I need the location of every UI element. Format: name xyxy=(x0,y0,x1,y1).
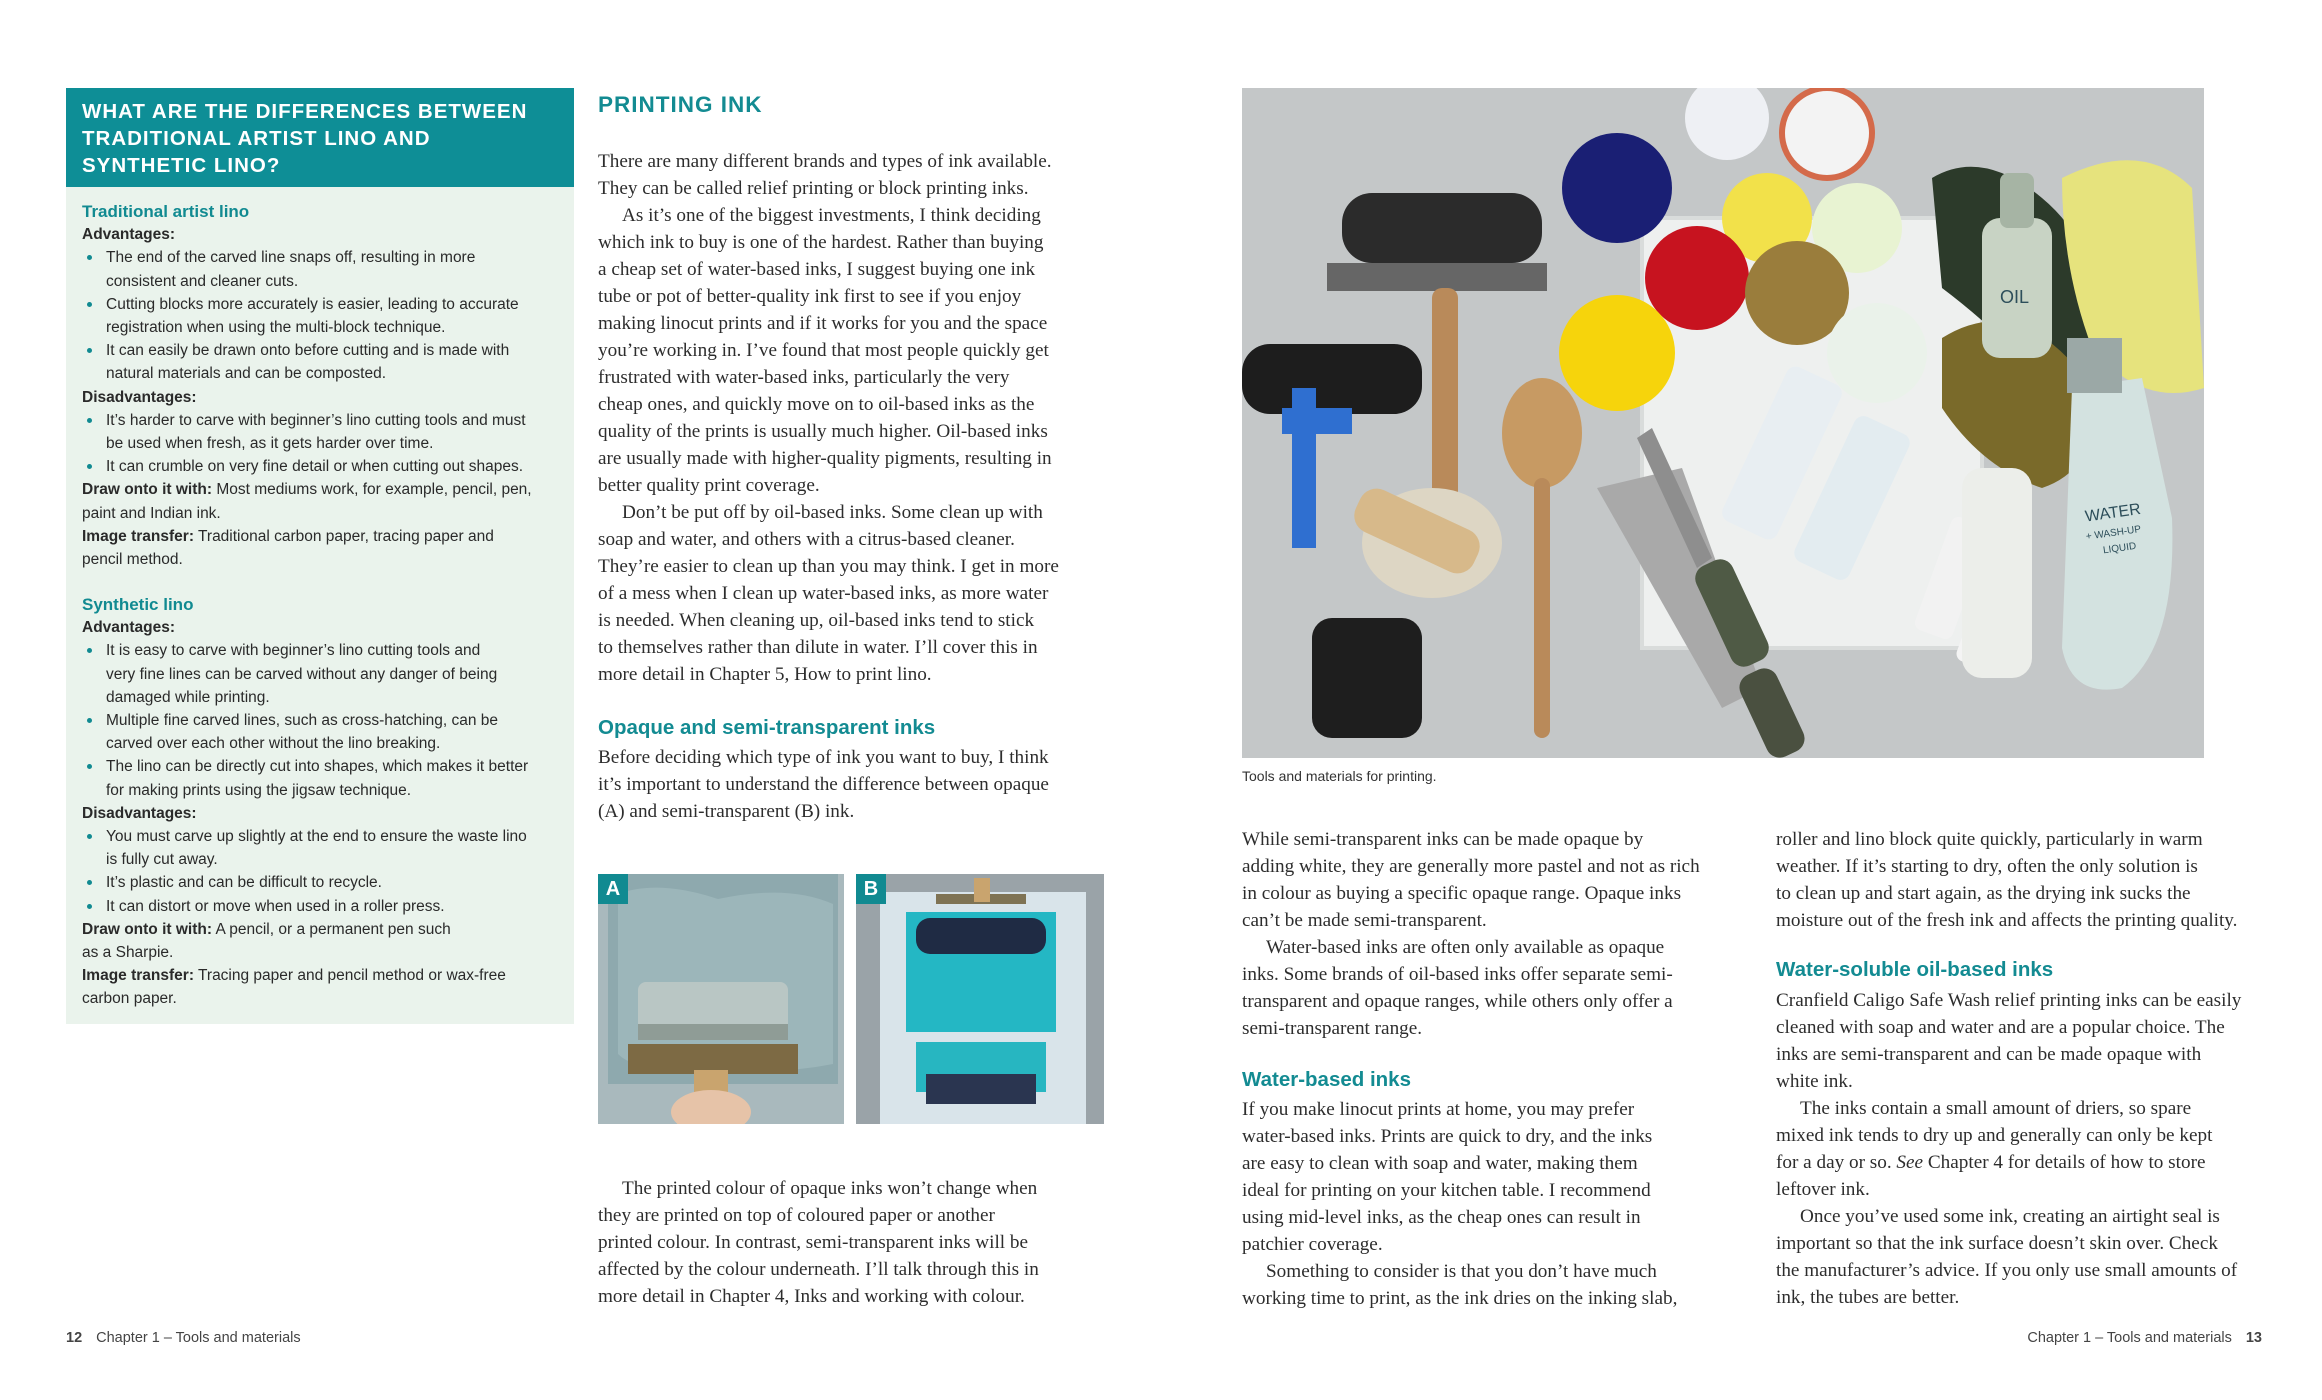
sidebar-title-line: TRADITIONAL ARTIST LINO AND xyxy=(82,127,431,150)
traditional-disadvantages xyxy=(82,409,566,479)
traditional-transfer: Image transfer: Traditional carbon paper, tracing paper and xyxy=(82,527,494,545)
paragraph: As it’s one of the biggest investments, I think deciding xyxy=(622,205,1041,226)
synthetic-disadvantages xyxy=(82,825,566,918)
sidebar-title xyxy=(66,88,574,187)
subheading-water-based: Water-based inks xyxy=(1242,1068,1411,1091)
photo-tools-illustration xyxy=(1242,88,2204,758)
synthetic-advantages xyxy=(82,639,566,801)
col2-text-bottom: The printed colour of opaque inks won’t change when they are printed on top of coloured paper or another printed colour. In contrast, semi-transparent inks will be affected by the colour underneath. I’ll talk through this in more detail in Chapter 4, Inks and working with colour. xyxy=(598,1178,1039,1307)
subheading-opaque: Opaque and semi-transparent inks xyxy=(598,716,936,739)
col2-text-opaque: Before deciding which type of ink you want to buy, I think it’s important to understand the difference between opaque (A) and semi-transparent (B) ink. xyxy=(598,747,1049,822)
list-item: It’s plastic and can be difficult to recycle. xyxy=(82,871,566,894)
running-footer-left: Chapter 1 – Tools and materials xyxy=(96,1330,301,1346)
photo-caption: Tools and materials for printing. xyxy=(1242,768,1437,784)
photo-water-label-1: WATER xyxy=(2084,500,2142,526)
synthetic-dis-label: Disadvantages: xyxy=(82,804,197,822)
traditional-adv-label: Advantages: xyxy=(82,226,176,244)
col4-text-top: roller and lino block quite quickly, particularly in warm weather. If it’s starting to dry, often the only solution is to clean up and start again, as the drying ink sucks the moisture out of the fresh ink and affects the printing quality. xyxy=(1776,829,2238,931)
footer-right xyxy=(2027,1330,2262,1346)
paragraph-cont: soap and water, and others with a citrus-based cleaner. They’re easier to clean up than you may think. I get in more of a mess when I clean up water-based inks, as more water is needed. When cleaning up, oil-based inks tend to stick to themselves rather than dilute in water. I’ll cover this in more detail in Chapter 5, How to print lino. xyxy=(598,529,1059,685)
photo-semi-transparent-ink-illustration xyxy=(856,874,1104,1124)
photo-label-a: A xyxy=(598,874,628,904)
sidebar-traditional xyxy=(82,200,566,571)
running-footer-right: Chapter 1 – Tools and materials xyxy=(2027,1330,2232,1346)
see-line: for a day or so. See Chapter 4 for details of how to store xyxy=(1776,1152,2206,1173)
photo-tools-and-materials xyxy=(1242,88,2204,758)
synthetic-transfer-cont: carbon paper. xyxy=(82,990,177,1008)
synthetic-adv-label: Advantages: xyxy=(82,619,176,637)
photo-water-label-3: LIQUID xyxy=(2102,540,2137,557)
photo-semi-transparent-ink xyxy=(856,874,1104,1124)
traditional-draw-cont: paint and Indian ink. xyxy=(82,504,221,522)
sidebar-title-line: SYNTHETIC LINO? xyxy=(82,154,281,177)
col4-text-bottom: Cranfield Caligo Safe Wash relief printing inks can be easily cleaned with soap and water and are a popular choice. The inks are semi-transparent and can be made opaque with white ink. The inks contain a small amount of driers, so spare mixed ink tends to dry up and generally can only be kept for a day or so. See Chapter 4 for details of how to store leftover ink. Once you’ve used some ink, creating an airtight seal is important so that the ink surface doesn’t skin over. Check the manufacturer’s advice. If you only use small amounts of ink, the tubes are better. xyxy=(1776,987,2316,1311)
page-number-left: 12 xyxy=(66,1330,83,1346)
paragraph: Don’t be put off by oil-based inks. Some clean up with xyxy=(622,502,1043,523)
col3-text-top: While semi-transparent inks can be made opaque by adding white, they are generally more pastel and not as rich in colour as buying a specific opaque range. Opaque inks can’t be made semi-transparent. Water-based inks are often only available as opaque inks. Some brands of oil-based inks offer separate semi- transparent and opaque ranges, while others only offer a semi-transparent range. xyxy=(1242,829,1700,1039)
page-number-right: 13 xyxy=(2245,1330,2262,1346)
list-item: It’s harder to carve with beginner’s lino cutting tools and must be used when fresh, as it gets harder over time. xyxy=(82,409,566,455)
synthetic-transfer: Image transfer: Tracing paper and pencil method or wax-free xyxy=(82,967,506,985)
sidebar-title-line: WHAT ARE THE DIFFERENCES BETWEEN xyxy=(82,100,528,123)
footer-left xyxy=(66,1330,301,1346)
synthetic-draw: Draw onto it with: A pencil, or a permanent pen such xyxy=(82,920,451,938)
list-item: It can distort or move when used in a roller press. xyxy=(82,895,566,918)
subheading-water-soluble: Water-soluble oil-based inks xyxy=(1776,958,2054,981)
sidebar-synthetic xyxy=(82,593,566,1011)
paragraph: There are many different brands and types of ink available. They can be called relief printing or block printing inks. xyxy=(598,151,1052,199)
traditional-transfer-cont: pencil method. xyxy=(82,551,183,569)
synthetic-draw-cont: as a Sharpie. xyxy=(82,944,174,962)
photo-label-b: B xyxy=(856,874,886,904)
sidebar-box xyxy=(66,88,574,1024)
list-item: Multiple fine carved lines, such as cross-hatching, can be carved over each other without the lino breaking. xyxy=(82,709,566,755)
list-item: It can easily be drawn onto before cutting and is made with natural materials and can be composted. xyxy=(82,339,566,385)
traditional-draw: Draw onto it with: Most mediums work, for example, pencil, pen, xyxy=(82,481,532,499)
list-item: It is easy to carve with beginner’s lino cutting tools and very fine lines can be carved without any danger of being damaged while printing. xyxy=(82,639,566,709)
photo-oil-label: OIL xyxy=(2000,287,2030,307)
synthetic-heading: Synthetic lino xyxy=(82,595,194,614)
col2-text-top xyxy=(598,148,1118,688)
photo-opaque-ink xyxy=(598,874,844,1124)
traditional-heading: Traditional artist lino xyxy=(82,202,250,221)
traditional-dis-label: Disadvantages: xyxy=(82,388,197,406)
photo-opaque-ink-illustration xyxy=(598,874,844,1124)
section-heading: PRINTING INK xyxy=(598,92,763,117)
list-item: Cutting blocks more accurately is easier, leading to accurate registration when using the multi-block technique. xyxy=(82,293,566,339)
paragraph-cont: which ink to buy is one of the hardest. Rather than buying a cheap set of water-based inks, I suggest buying one ink tube or pot of better-quality ink first to see if you enjoy making linocut prints and if it works for you and the space you’re working in. I’ve found that most people quickly get frustrated with water-based inks, particularly the very cheap ones, and quickly move on to oil-based inks as the quality of the prints is usually much higher. Oil-based inks are usually made with higher-quality pigments, resulting in better quality print coverage. xyxy=(598,232,1052,496)
list-item: You must carve up slightly at the end to ensure the waste lino is fully cut away. xyxy=(82,825,566,871)
list-item: It can crumble on very fine detail or when cutting out shapes. xyxy=(82,455,566,478)
col3-text-water: If you make linocut prints at home, you may prefer water-based inks. Prints are quick to dry, and the inks are easy to clean with soap and water, making them ideal for printing on your kitchen table. I recommend using mid-level inks, as the cheap ones can result in patchier coverage. Something to consider is that you don’t have much working time to print, as the ink dries on the inking slab, xyxy=(1242,1099,1678,1309)
list-item: The lino can be directly cut into shapes, which makes it better for making prints using the jigsaw technique. xyxy=(82,755,566,801)
photo-water-label-2: + WASH-UP xyxy=(2085,524,2142,543)
list-item: The end of the carved line snaps off, resulting in more consistent and cleaner cuts. xyxy=(82,246,566,292)
traditional-advantages xyxy=(82,246,566,385)
